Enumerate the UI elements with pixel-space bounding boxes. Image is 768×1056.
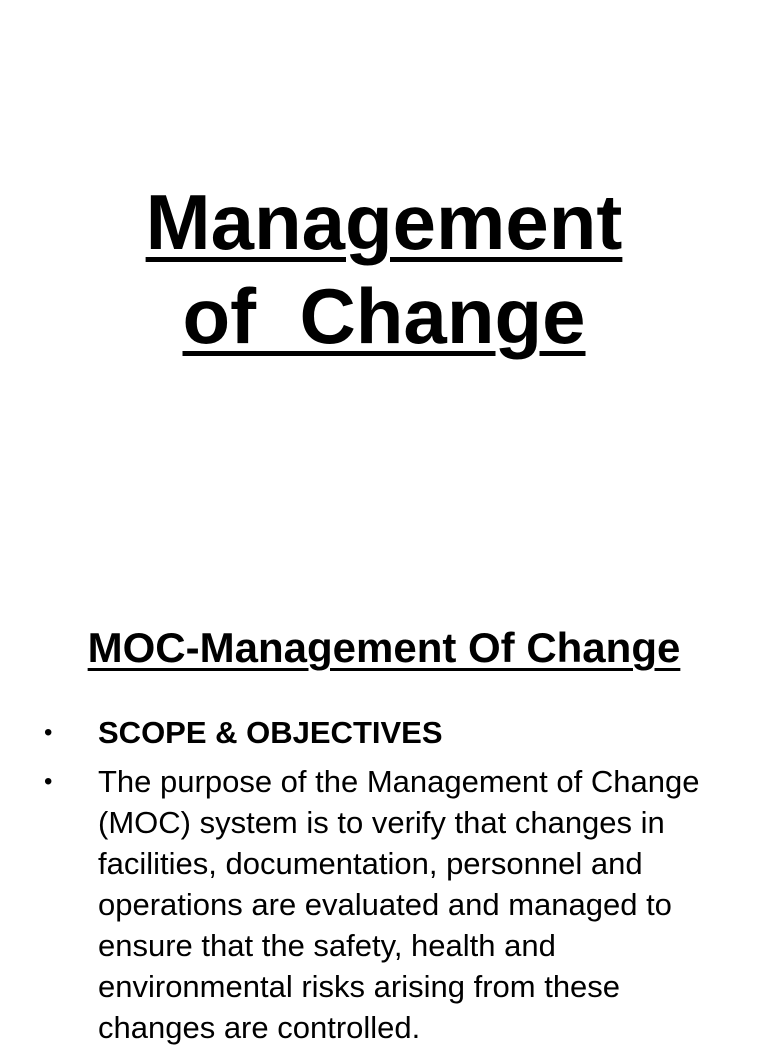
- bullet-marker: •: [44, 768, 53, 795]
- slide-title-line-2-text: of Change: [182, 272, 586, 360]
- bullet-item-scope: [0, 712, 768, 753]
- slide-title-line-1-text: Management: [145, 178, 623, 266]
- bullet-item-purpose: [0, 761, 768, 1048]
- bullet-list: [0, 712, 768, 1056]
- section-heading: [0, 620, 768, 676]
- slide-title-line-1: [0, 174, 768, 270]
- slide-title-line-2: [0, 268, 768, 364]
- bullet-text-purpose: The purpose of the Management of Change (MOC) system is to verify that changes in facilities, documentation, personnel and operations are evaluated and managed to ensure that the safety, health and environmental risks arising from these changes are controlled.: [98, 764, 700, 1045]
- bullet-text-scope: SCOPE & OBJECTIVES: [98, 715, 443, 750]
- bullet-marker: •: [44, 719, 53, 746]
- section-heading-text: MOC-Management Of Change: [87, 624, 681, 671]
